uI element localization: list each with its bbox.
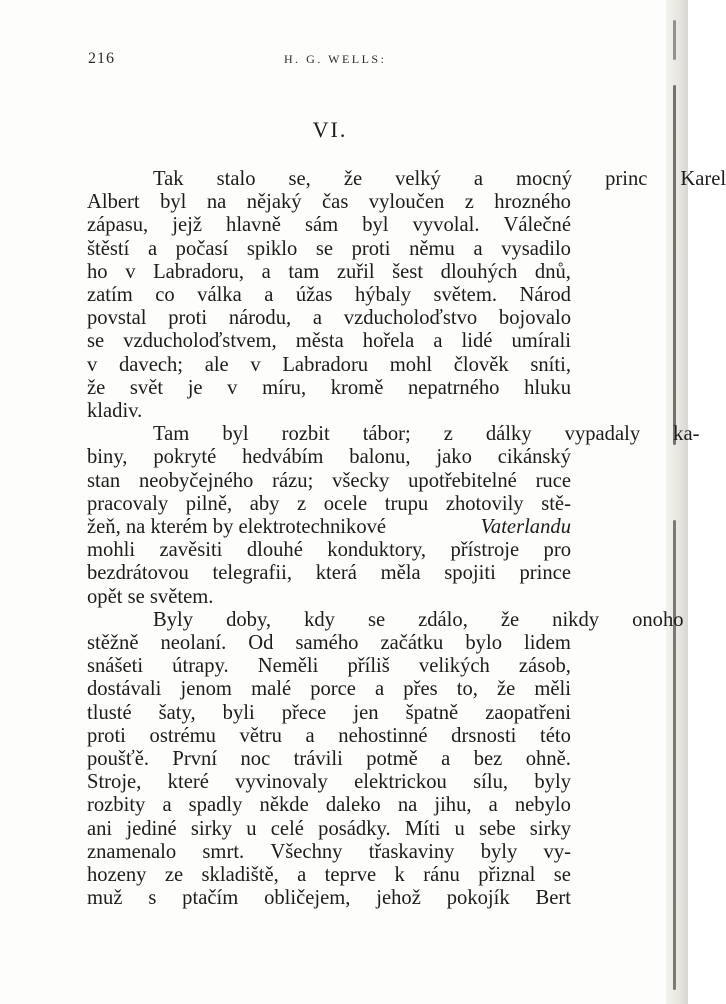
text-line: mohli zavěsiti dlouhé konduktory, přístroje pro — [87, 539, 571, 562]
text-line-with-italic — [87, 516, 571, 539]
text-line: muž s ptačím obličejem, jehož pokojík Bert — [87, 887, 571, 910]
text-line: snášeti útrapy. Neměli příliš velikých zásob, — [87, 655, 571, 678]
edge-shadow-middle — [673, 85, 676, 445]
text-line-start: žeň, na kterém by elektrotechnikové — [87, 516, 387, 539]
paragraph-1 — [87, 168, 726, 423]
text-line: ho v Labradoru, a tam zuřil šest dlouhých dnů, — [87, 260, 571, 283]
italic-word: Vaterlandu — [480, 516, 571, 539]
text-line: povstal proti národu, a vzducholoďstvo bojovalo — [87, 307, 571, 330]
text-line: Albert byl na nějaký čas vyloučen z hrozného — [87, 191, 571, 214]
text-line: že svět je v míru, kromě nepatrného hluku — [87, 376, 571, 399]
text-line: rozbity a spadly někde daleko na jihu, a nebylo — [87, 794, 571, 817]
text-line: ani jediné sirky u celé posádky. Míti u sebe sirky — [87, 817, 571, 840]
paragraph-2 — [87, 423, 700, 609]
text-line: Stroje, které vyvinovaly elektrickou sílu, byly — [87, 771, 571, 794]
edge-shadow-bottom — [673, 520, 676, 990]
text-line: biny, pokryté hedvábím balonu, jako cikánský — [87, 446, 571, 469]
page-header — [88, 50, 570, 70]
text-line: štěstí a počasí spiklo se proti němu a vysadilo — [87, 237, 571, 260]
text-line: Tak stalo se, že velký a mocný princ Karel — [153, 168, 726, 190]
paragraph-3 — [87, 608, 684, 911]
text-line: opět se světem. — [87, 585, 214, 608]
body-text — [87, 168, 726, 911]
text-line: stan neobyčejného rázu; všecky upotřebitelné ruce — [87, 469, 571, 492]
text-line: dostávali jenom malé porce a přes to, že měli — [87, 678, 571, 701]
text-line: zatím co válka a úžas hýbaly světem. Národ — [87, 284, 571, 307]
text-line: hozeny ze skladiště, a teprve k ránu přiznal se — [87, 864, 571, 887]
text-line: se vzducholoďstvem, města hořela a lidé umírali — [87, 330, 571, 353]
edge-shadow-top — [673, 20, 676, 60]
text-line: znamenalo smrt. Všechny třaskaviny byly vy- — [87, 840, 571, 863]
text-line: proti ostrému větru a nehostinné drsnosti této — [87, 724, 571, 747]
text-line: Tam byl rozbit tábor; z dálky vypadaly ka- — [153, 423, 700, 446]
text-line: pracovaly pilně, aby z ocele trupu zhotovily stě- — [87, 492, 571, 515]
chapter-title: VI. — [312, 117, 348, 142]
text-line: zápasu, jejž hlavně sám byl vyvolal. Válečné — [87, 214, 571, 237]
text-line: kladiv. — [87, 400, 143, 423]
page-number: 216 — [88, 50, 115, 67]
text-line: poušťě. První noc trávili potmě a bez ohně. — [87, 748, 571, 771]
text-line: v davech; ale v Labradoru mohl člověk sníti, — [87, 353, 571, 376]
text-line: Byly doby, kdy se zdálo, že nikdy onoho — [153, 608, 684, 631]
running-head: H. G. WELLS: — [284, 52, 387, 66]
text-line: tlusté šaty, byli přece jen špatně zaopatřeni — [87, 701, 571, 724]
text-line: stěžně neolaní. Od samého začátku bylo lidem — [87, 632, 571, 655]
page-binding-edge — [666, 0, 688, 1004]
text-line: bezdrátovou telegrafii, která měla spojiti prince — [87, 562, 571, 585]
